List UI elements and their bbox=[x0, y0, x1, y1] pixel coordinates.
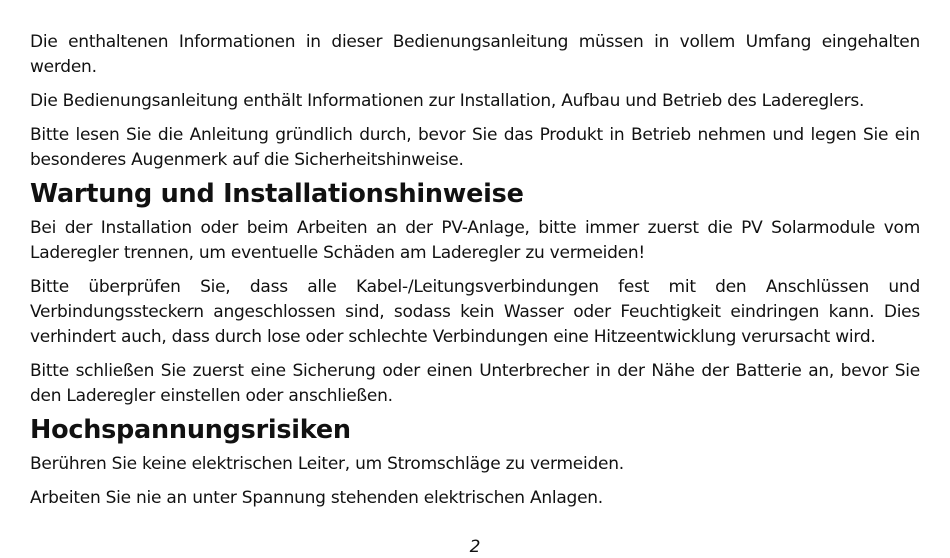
maintenance-paragraph-disconnect: Bei der Installation oder beim Arbeiten an der PV-Anlage, bitte immer zuerst die PV Solarmodule vom Laderegler trennen, um eventuelle Schäden am Laderegler zu vermeiden! bbox=[30, 218, 920, 263]
high-voltage-paragraph-live-systems: Arbeiten Sie nie an unter Spannung stehenden elektrischen Anlagen. bbox=[30, 488, 603, 508]
high-voltage-paragraph-conductors: Berühren Sie keine elektrischen Leiter, um Stromschläge zu vermeiden. bbox=[30, 454, 624, 474]
intro-paragraph-compliance: Die enthaltenen Informationen in dieser Bedienungsanleitung müssen in vollem Umfang eingehalten werden. bbox=[30, 32, 920, 77]
section-heading-high-voltage: Hochspannungsrisiken bbox=[30, 415, 351, 445]
intro-paragraph-read-carefully: Bitte lesen Sie die Anleitung gründlich durch, bevor Sie das Produkt in Betrieb nehmen und legen Sie ein besonderes Augenmerk auf die Sicherheitshinweise. bbox=[30, 125, 920, 170]
section-heading-maintenance: Wartung und Installationshinweise bbox=[30, 179, 524, 209]
document-page bbox=[30, 30, 920, 520]
maintenance-paragraph-connections: Bitte überprüfen Sie, dass alle Kabel-/Leitungsverbindungen fest mit den Anschlüssen und Verbindungssteckern angeschlossen sind, sodass kein Wasser oder Feuchtigkeit eindringen kann. Dies verhindert auch, dass durch lose oder schlechte Verbindungen eine Hitzeentwicklung verursacht wird. bbox=[30, 277, 920, 347]
maintenance-paragraph-fuse: Bitte schließen Sie zuerst eine Sicherung oder einen Unterbrecher in der Nähe der Batterie an, bevor Sie den Laderegler einstellen oder anschließen. bbox=[30, 361, 920, 406]
intro-paragraph-contents: Die Bedienungsanleitung enthält Informationen zur Installation, Aufbau und Betrieb des Ladereglers. bbox=[30, 91, 865, 111]
page-number: 2 bbox=[469, 537, 481, 557]
